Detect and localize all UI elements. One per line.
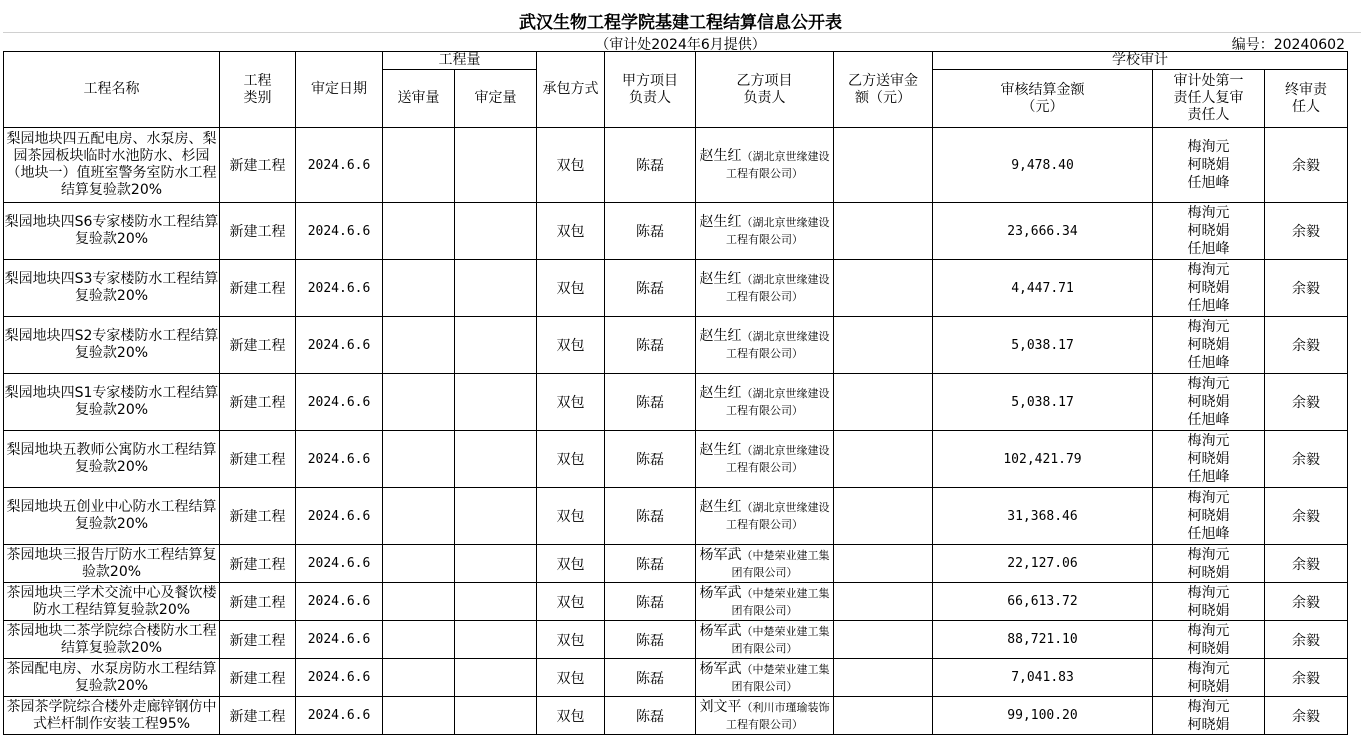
party-b-amount (834, 697, 933, 735)
review-date: 2024.6.6 (296, 203, 383, 260)
quantity-sent (383, 128, 455, 203)
party-b-company: （湖北京世缘建设工程有限公司） (726, 216, 830, 246)
contract-mode: 双包 (537, 583, 605, 621)
header-review-date: 审定日期 (296, 52, 383, 128)
project-name: 茶园配电房、水泵房防水工程结算复验款20% (4, 659, 220, 697)
review-date: 2024.6.6 (296, 260, 383, 317)
quantity-sent (383, 488, 455, 545)
project-name: 梨园地块五教师公寓防水工程结算复验款20% (4, 431, 220, 488)
quantity-approved (455, 260, 537, 317)
review-date: 2024.6.6 (296, 621, 383, 659)
audit-amount: 66,613.72 (933, 583, 1153, 621)
audit-amount: 22,127.06 (933, 545, 1153, 583)
auditor-name: 梅洵元 (1187, 584, 1230, 601)
quantity-sent (383, 374, 455, 431)
project-name: 茶园茶学院综合楼外走廊锌钢仿中式栏杆制作安装工程95% (4, 697, 220, 735)
party-b-lead (696, 545, 834, 583)
auditor-name: 柯晓娟 (1187, 451, 1230, 467)
review-date: 2024.6.6 (296, 659, 383, 697)
contract-mode: 双包 (537, 621, 605, 659)
auditor-name: 柯晓娟 (1187, 678, 1230, 695)
contract-mode: 双包 (537, 317, 605, 374)
auditor-name: 柯晓娟 (1187, 508, 1230, 524)
party-b-amount (834, 203, 933, 260)
party-b-company: （利川市瑾瑜装饰工程有限公司） (726, 700, 830, 731)
party-a-lead: 陈磊 (605, 583, 696, 621)
review-date: 2024.6.6 (296, 317, 383, 374)
table-row (4, 260, 1348, 317)
auditor-name: 梅洵元 (1187, 698, 1230, 715)
party-b-lead (696, 659, 834, 697)
audit-responsible (1153, 659, 1265, 697)
review-date: 2024.6.6 (296, 697, 383, 735)
party-a-lead: 陈磊 (605, 488, 696, 545)
audit-responsible (1153, 583, 1265, 621)
final-responsible: 余毅 (1265, 545, 1348, 583)
audit-amount: 31,368.46 (933, 488, 1153, 545)
auditor-name: 柯晓娟 (1187, 394, 1230, 410)
audit-responsible (1153, 545, 1265, 583)
party-b-amount (834, 488, 933, 545)
final-responsible: 余毅 (1265, 583, 1348, 621)
contract-mode: 双包 (537, 545, 605, 583)
contract-mode: 双包 (537, 488, 605, 545)
project-name: 梨园地块四S2专家楼防水工程结算复验款20% (4, 317, 220, 374)
audit-amount: 5,038.17 (933, 374, 1153, 431)
party-b-lead (696, 431, 834, 488)
auditor-name: 柯晓娟 (1187, 157, 1230, 173)
table-row (4, 583, 1348, 621)
party-b-person: 杨军武 (699, 622, 742, 639)
auditor-name: 梅洵元 (1187, 139, 1230, 155)
quantity-approved (455, 431, 537, 488)
project-name: 梨园地块四S6专家楼防水工程结算复验款20% (4, 203, 220, 260)
project-category: 新建工程 (220, 583, 296, 621)
title-divider (3, 32, 1361, 33)
project-name: 梨园地块四S1专家楼防水工程结算复验款20% (4, 374, 220, 431)
auditor-name: 任旭峰 (1187, 355, 1230, 371)
quantity-sent (383, 697, 455, 735)
final-responsible: 余毅 (1265, 659, 1348, 697)
audit-responsible (1153, 697, 1265, 735)
project-name: 茶园地块二茶学院综合楼防水工程结算复验款20% (4, 621, 220, 659)
contract-mode: 双包 (537, 203, 605, 260)
table-row (4, 431, 1348, 488)
auditor-name: 梅洵元 (1187, 262, 1230, 278)
header-final-responsible: 终审责任人 (1265, 70, 1348, 128)
party-b-person: 杨军武 (699, 584, 742, 601)
party-a-lead: 陈磊 (605, 203, 696, 260)
contract-mode: 双包 (537, 659, 605, 697)
project-name: 梨园地块四五配电房、水泵房、梨园茶园板块临时水池防水、杉园（地块一）值班室警务室防水工程结算复验款20% (4, 128, 220, 203)
project-category: 新建工程 (220, 203, 296, 260)
party-b-company: （湖北京世缘建设工程有限公司） (726, 387, 830, 417)
auditor-name: 任旭峰 (1187, 241, 1230, 257)
party-b-person: 赵生红 (699, 271, 742, 287)
quantity-sent (383, 659, 455, 697)
auditor-name: 梅洵元 (1187, 205, 1230, 221)
contract-mode: 双包 (537, 128, 605, 203)
quantity-sent (383, 203, 455, 260)
audit-amount: 99,100.20 (933, 697, 1153, 735)
party-b-amount (834, 659, 933, 697)
final-responsible: 余毅 (1265, 697, 1348, 735)
header-quantity-sent: 送审量 (383, 70, 455, 128)
auditor-name: 任旭峰 (1187, 412, 1230, 428)
party-b-company: （湖北京世缘建设工程有限公司） (726, 444, 830, 474)
party-b-person: 杨军武 (699, 546, 742, 563)
quantity-sent (383, 260, 455, 317)
party-b-amount (834, 583, 933, 621)
auditor-name: 柯晓娟 (1187, 640, 1230, 657)
header-contract-mode: 承包方式 (537, 52, 605, 128)
project-category: 新建工程 (220, 317, 296, 374)
header-quantity-group: 工程量 (383, 52, 537, 70)
contract-mode: 双包 (537, 260, 605, 317)
party-b-person: 刘文平 (699, 698, 742, 715)
header-party-b-amount: 乙方送审金额（元） (834, 52, 933, 128)
party-b-lead (696, 317, 834, 374)
auditor-name: 柯晓娟 (1187, 564, 1230, 581)
quantity-sent (383, 431, 455, 488)
project-category: 新建工程 (220, 659, 296, 697)
table-row (4, 128, 1348, 203)
party-a-lead: 陈磊 (605, 621, 696, 659)
final-responsible: 余毅 (1265, 128, 1348, 203)
auditor-name: 梅洵元 (1187, 433, 1230, 449)
review-date: 2024.6.6 (296, 545, 383, 583)
auditor-name: 任旭峰 (1187, 469, 1230, 485)
party-b-lead (696, 583, 834, 621)
project-category: 新建工程 (220, 697, 296, 735)
auditor-name: 梅洵元 (1187, 376, 1230, 392)
project-name: 茶园地块三学术交流中心及餐饮楼防水工程结算复验款20% (4, 583, 220, 621)
auditor-name: 柯晓娟 (1187, 223, 1230, 239)
table-row (4, 317, 1348, 374)
audit-responsible (1153, 317, 1265, 374)
page-subtitle: （审计处2024年6月提供） (595, 37, 766, 53)
audit-responsible (1153, 128, 1265, 203)
header-category: 工程类别 (220, 52, 296, 128)
quantity-approved (455, 545, 537, 583)
party-b-company: （中楚荣业建工集团有限公司） (731, 548, 830, 579)
party-b-amount (834, 431, 933, 488)
header-name: 工程名称 (4, 52, 220, 128)
quantity-approved (455, 128, 537, 203)
party-b-person: 赵生红 (699, 214, 742, 230)
party-a-lead: 陈磊 (605, 374, 696, 431)
party-b-person: 杨军武 (699, 660, 742, 677)
settlement-table (3, 51, 1348, 735)
audit-amount: 102,421.79 (933, 431, 1153, 488)
auditor-name: 任旭峰 (1187, 298, 1230, 314)
table-row (4, 697, 1348, 735)
auditor-name: 任旭峰 (1187, 526, 1230, 542)
party-a-lead: 陈磊 (605, 260, 696, 317)
contract-mode: 双包 (537, 431, 605, 488)
quantity-sent (383, 621, 455, 659)
review-date: 2024.6.6 (296, 583, 383, 621)
final-responsible: 余毅 (1265, 203, 1348, 260)
project-category: 新建工程 (220, 128, 296, 203)
audit-amount: 23,666.34 (933, 203, 1153, 260)
party-b-person: 赵生红 (699, 442, 742, 458)
table-row (4, 203, 1348, 260)
audit-amount: 5,038.17 (933, 317, 1153, 374)
header-audit-responsible: 审计处第一责任人复审责任人 (1153, 70, 1265, 128)
header-audit-amount: 审核结算金额（元） (933, 70, 1153, 128)
project-name: 梨园地块四S3专家楼防水工程结算复验款20% (4, 260, 220, 317)
auditor-name: 柯晓娟 (1187, 602, 1230, 619)
final-responsible: 余毅 (1265, 317, 1348, 374)
page-title: 武汉生物工程学院基建工程结算信息公开表 (519, 13, 842, 33)
header-school-audit-group: 学校审计 (933, 52, 1348, 70)
party-b-company: （湖北京世缘建设工程有限公司） (726, 150, 830, 180)
party-a-lead: 陈磊 (605, 659, 696, 697)
party-b-lead (696, 488, 834, 545)
party-b-lead (696, 260, 834, 317)
review-date: 2024.6.6 (296, 374, 383, 431)
contract-mode: 双包 (537, 697, 605, 735)
party-b-amount (834, 260, 933, 317)
auditor-name: 柯晓娟 (1187, 337, 1230, 353)
auditor-name: 梅洵元 (1187, 546, 1230, 563)
project-name: 梨园地块五创业中心防水工程结算复验款20% (4, 488, 220, 545)
final-responsible: 余毅 (1265, 621, 1348, 659)
party-b-lead (696, 203, 834, 260)
party-b-amount (834, 128, 933, 203)
party-b-lead (696, 621, 834, 659)
audit-responsible (1153, 431, 1265, 488)
quantity-sent (383, 545, 455, 583)
quantity-approved (455, 488, 537, 545)
audit-amount: 4,447.71 (933, 260, 1153, 317)
party-b-amount (834, 317, 933, 374)
auditor-name: 任旭峰 (1187, 175, 1230, 191)
audit-amount: 88,721.10 (933, 621, 1153, 659)
audit-responsible (1153, 621, 1265, 659)
party-a-lead: 陈磊 (605, 545, 696, 583)
party-b-company: （中楚荣业建工集团有限公司） (731, 586, 830, 617)
final-responsible: 余毅 (1265, 260, 1348, 317)
quantity-approved (455, 374, 537, 431)
header-party-a-lead: 甲方项目负责人 (605, 52, 696, 128)
document-number: 编号：20240602 (1231, 37, 1345, 53)
party-b-person: 赵生红 (699, 385, 742, 401)
table-row (4, 545, 1348, 583)
final-responsible: 余毅 (1265, 488, 1348, 545)
table-row (4, 374, 1348, 431)
audit-responsible (1153, 203, 1265, 260)
audit-responsible (1153, 488, 1265, 545)
party-a-lead: 陈磊 (605, 317, 696, 374)
project-category: 新建工程 (220, 621, 296, 659)
auditor-name: 柯晓娟 (1187, 716, 1230, 733)
quantity-sent (383, 317, 455, 374)
review-date: 2024.6.6 (296, 488, 383, 545)
party-b-amount (834, 545, 933, 583)
party-b-person: 赵生红 (699, 499, 742, 515)
project-category: 新建工程 (220, 488, 296, 545)
party-b-company: （湖北京世缘建设工程有限公司） (726, 273, 830, 303)
party-b-amount (834, 374, 933, 431)
table-row (4, 659, 1348, 697)
audit-amount: 9,478.40 (933, 128, 1153, 203)
contract-mode: 双包 (537, 374, 605, 431)
party-b-company: （湖北京世缘建设工程有限公司） (726, 501, 830, 531)
party-a-lead: 陈磊 (605, 697, 696, 735)
quantity-approved (455, 659, 537, 697)
final-responsible: 余毅 (1265, 374, 1348, 431)
audit-amount: 7,041.83 (933, 659, 1153, 697)
auditor-name: 梅洵元 (1187, 660, 1230, 677)
project-category: 新建工程 (220, 374, 296, 431)
auditor-name: 梅洵元 (1187, 319, 1230, 335)
quantity-approved (455, 583, 537, 621)
auditor-name: 梅洵元 (1187, 622, 1230, 639)
project-category: 新建工程 (220, 545, 296, 583)
audit-responsible (1153, 374, 1265, 431)
header-party-b-lead: 乙方项目负责人 (696, 52, 834, 128)
party-b-lead (696, 128, 834, 203)
party-b-lead (696, 697, 834, 735)
party-b-amount (834, 621, 933, 659)
final-responsible: 余毅 (1265, 431, 1348, 488)
party-a-lead: 陈磊 (605, 431, 696, 488)
quantity-approved (455, 317, 537, 374)
quantity-approved (455, 203, 537, 260)
audit-responsible (1153, 260, 1265, 317)
project-category: 新建工程 (220, 431, 296, 488)
table-row (4, 621, 1348, 659)
quantity-approved (455, 621, 537, 659)
party-a-lead: 陈磊 (605, 128, 696, 203)
party-b-company: （中楚荣业建工集团有限公司） (731, 662, 830, 693)
quantity-sent (383, 583, 455, 621)
party-b-company: （湖北京世缘建设工程有限公司） (726, 330, 830, 360)
party-b-lead (696, 374, 834, 431)
table-row (4, 488, 1348, 545)
header-quantity-approved: 审定量 (455, 70, 537, 128)
quantity-approved (455, 697, 537, 735)
party-b-person: 赵生红 (699, 328, 742, 344)
review-date: 2024.6.6 (296, 128, 383, 203)
auditor-name: 梅洵元 (1187, 490, 1230, 506)
party-b-company: （中楚荣业建工集团有限公司） (731, 624, 830, 655)
project-category: 新建工程 (220, 260, 296, 317)
auditor-name: 柯晓娟 (1187, 280, 1230, 296)
review-date: 2024.6.6 (296, 431, 383, 488)
party-b-person: 赵生红 (699, 148, 742, 164)
project-name: 茶园地块三报告厅防水工程结算复验款20% (4, 545, 220, 583)
